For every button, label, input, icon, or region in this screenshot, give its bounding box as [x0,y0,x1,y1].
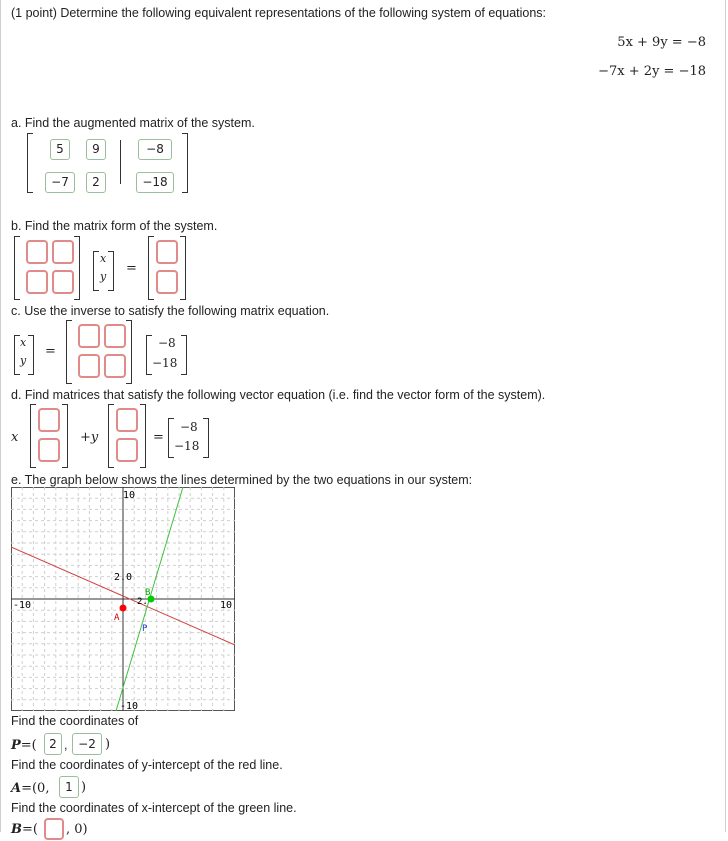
c-var-y: y [20,354,27,367]
x-min-label: -10 [13,600,32,611]
c-rhs-2: −18 [152,356,178,370]
q1-open: =( [20,738,37,753]
d-vec1-top-input[interactable] [38,408,60,432]
var-y: y [100,270,107,283]
var-vector-right-bracket [108,251,114,291]
augmented-right-bracket [182,133,188,193]
const-vector-right-bracket [180,236,186,300]
q1-label: Find the coordinates of [11,714,139,728]
point-p-label: P [142,624,148,634]
d-vec2-bottom-input[interactable] [116,438,138,462]
coef-a22-input[interactable] [52,270,74,294]
aug-a22-input[interactable]: 2 [86,172,106,193]
p-y-input[interactable]: −2 [72,733,102,755]
q3-open: =( [22,822,38,837]
aug-b1-input[interactable]: −8 [138,139,172,160]
equals-sign: = [126,261,137,276]
d-rhs-1: −8 [180,420,198,434]
coef-matrix-right-bracket [74,236,80,300]
equation-1: 5x + 9y = −8 [617,35,706,50]
q1-var: P [11,738,21,753]
q3-suffix: , 0) [66,822,88,837]
q1-close: ) [105,737,111,752]
augmented-left-bracket [27,133,33,193]
var-x: x [100,252,107,265]
d-vec1-right-bracket [62,404,68,468]
equation-2: −7x + 2y = −18 [598,64,706,79]
point-b-label: B [145,588,151,598]
inv-a12-input[interactable] [104,324,126,348]
inv-a21-input[interactable] [78,354,100,378]
const-b2-input[interactable] [156,270,178,294]
inverse-left-bracket [66,320,72,384]
aug-b2-input[interactable]: −18 [136,172,174,193]
q2-close: ) [81,780,87,795]
q3-label: Find the coordinates of x-intercept of the green line. [11,801,297,815]
coef-matrix-left-bracket [14,236,20,300]
inverse-right-bracket [126,320,132,384]
y-min-label: -10 [120,701,139,711]
c-equals-sign: = [45,344,56,359]
problem-header: (1 point) Determine the following equivalent representations of the following system of equations: [11,6,547,20]
y-max-label: 10 [123,490,136,501]
a-y-input[interactable]: 1 [59,776,79,798]
graph [11,487,235,711]
c-rhs-right-bracket [181,335,187,375]
inv-a22-input[interactable] [104,354,126,378]
p-x-input[interactable]: 2 [44,733,62,755]
q2-prefix: =(0, [21,781,50,796]
aug-a11-input[interactable]: 5 [50,139,70,160]
point-a [120,605,127,612]
d-plus-y: +y [80,430,99,445]
const-vector-left-bracket [148,236,154,300]
d-vec2-right-bracket [140,404,146,468]
c-rhs-1: −8 [158,336,176,350]
inv-a11-input[interactable] [78,324,100,348]
d-vec1-left-bracket [30,404,36,468]
d-equals-sign: = [153,430,164,445]
d-vec2-top-input[interactable] [116,408,138,432]
const-b1-input[interactable] [156,240,178,264]
d-rhs-right-bracket [203,418,209,458]
q1-sep: , [64,738,68,752]
b-x-input[interactable] [44,818,64,840]
q2-var: A [11,781,22,796]
augmented-divider [120,140,121,184]
x-max-label: 10 [220,600,233,611]
c-var-x: x [20,336,27,349]
part-c-prompt: c. Use the inverse to satisfy the following matrix equation. [11,304,330,318]
y-tick-label: 2.0 [114,572,133,583]
q3-answer-row [11,818,38,840]
x-tick-label: 2. [137,597,148,607]
c-var-right-bracket [28,335,34,375]
coef-a11-input[interactable] [26,240,48,264]
q1-answer-row [11,734,37,756]
var-vector-left-bracket [93,251,99,291]
aug-a12-input[interactable]: 9 [86,139,106,160]
d-var-x: x [11,430,19,445]
aug-a21-input[interactable]: −7 [45,172,75,193]
part-b-prompt: b. Find the matrix form of the system. [11,219,218,233]
part-d-prompt: d. Find matrices that satisfy the following vector equation (i.e. find the vector form of the system). [11,388,546,402]
point-a-label: A [114,613,120,623]
part-e-prompt: e. The graph below shows the lines determined by the two equations in our system: [11,473,473,487]
d-rhs-2: −18 [174,439,200,453]
q2-answer-row [11,777,49,799]
coef-a12-input[interactable] [52,240,74,264]
coef-a21-input[interactable] [26,270,48,294]
d-vec1-bottom-input[interactable] [38,438,60,462]
q2-label: Find the coordinates of y-intercept of the red line. [11,758,283,772]
part-a-prompt: a. Find the augmented matrix of the system. [11,116,255,130]
d-vec2-left-bracket [108,404,114,468]
q3-var: B [11,822,22,837]
